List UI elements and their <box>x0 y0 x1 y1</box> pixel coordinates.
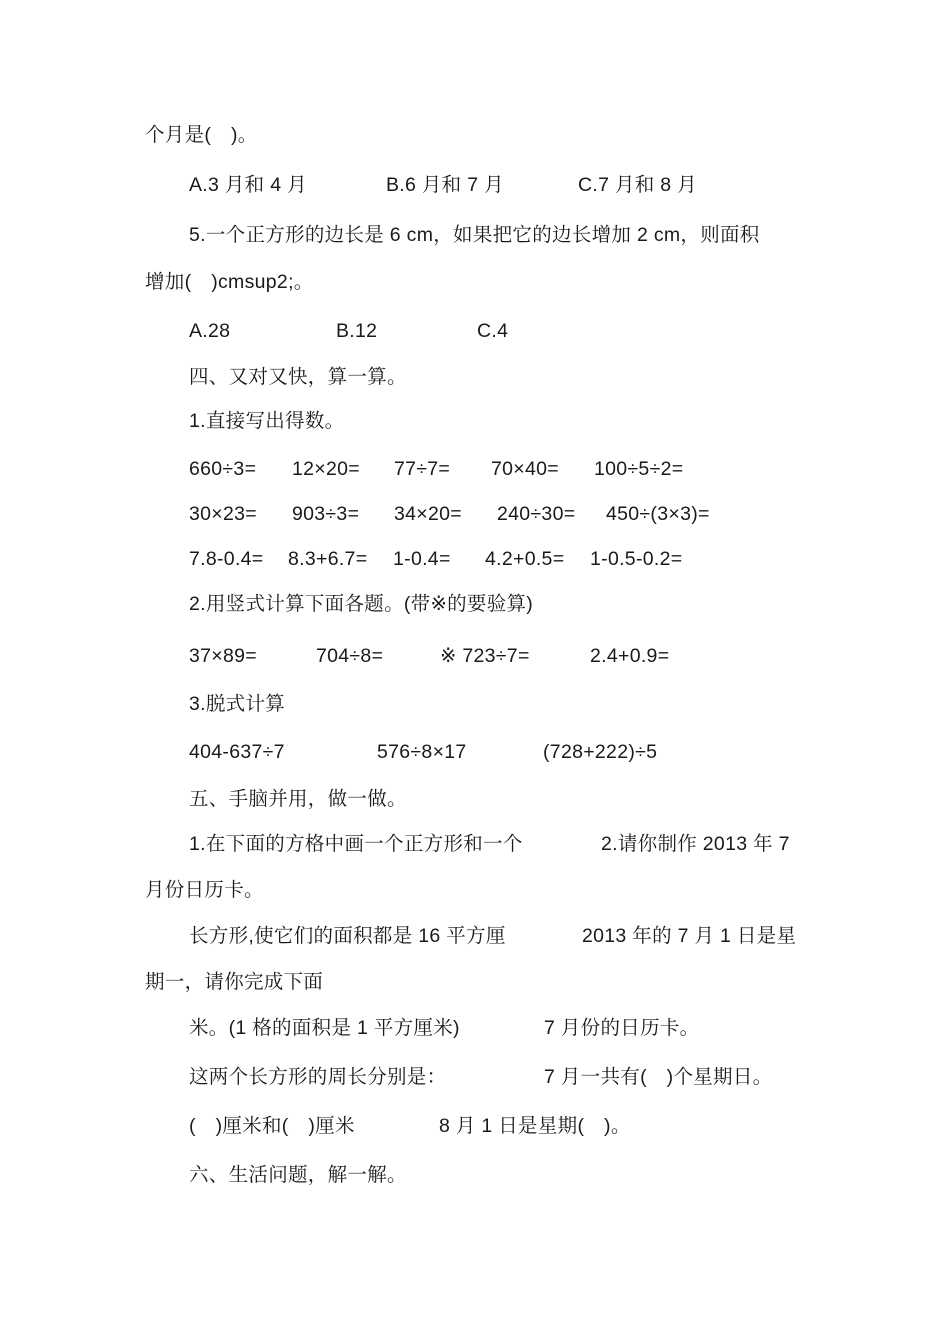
q5-line-1: 5.一个正方形的边长是 6 cm，如果把它的边长增加 2 cm，则面积 <box>189 224 760 246</box>
calc-item: 77÷7= <box>394 458 451 480</box>
section-4-title: 四、又对又快，算一算。 <box>189 366 407 388</box>
section-5-q2-line-1: 2.请你制作 2013 年 7 <box>601 833 790 855</box>
vertical-calc-item: ※ 723÷7= <box>440 645 530 667</box>
section-4-q2: 2.用竖式计算下面各题。(带※的要验算) <box>189 593 534 615</box>
section-4-q1: 1.直接写出得数。 <box>189 410 345 432</box>
q4-tail: 个月是( )。 <box>145 124 258 146</box>
stepwise-calc-item: 576÷8×17 <box>377 741 467 763</box>
section-5-q1-line-1: 1.在下面的方格中画一个正方形和一个 <box>189 833 523 855</box>
section-5-q1-line-5: ( )厘米和( )厘米 <box>189 1115 355 1137</box>
q4-option-a: A.3 月和 4 月 <box>189 174 307 196</box>
calc-item: 8.3+6.7= <box>288 548 368 570</box>
section-5-q1-line-2: 长方形,使它们的面积都是 16 平方厘 <box>189 925 506 947</box>
calc-item: 1-0.4= <box>393 548 451 570</box>
q4-option-c: C.7 月和 8 月 <box>578 174 697 196</box>
calc-item: 34×20= <box>394 503 462 525</box>
section-5-q2-line-3: 2013 年的 7 月 1 日是星 <box>582 925 797 947</box>
vertical-calc-item: 704÷8= <box>316 645 384 667</box>
calc-item: 12×20= <box>292 458 360 480</box>
q4-option-b: B.6 月和 7 月 <box>386 174 504 196</box>
section-5-q2-line-6: 7 月一共有( )个星期日。 <box>544 1066 773 1088</box>
calc-item: 903÷3= <box>292 503 360 525</box>
vertical-calc-item: 37×89= <box>189 645 257 667</box>
section-4-q3: 3.脱式计算 <box>189 693 286 715</box>
section-5-q2-line-5: 7 月份的日历卡。 <box>544 1017 700 1039</box>
calc-item: 660÷3= <box>189 458 257 480</box>
q5-option-c: C.4 <box>477 320 509 342</box>
calc-item: 450÷(3×3)= <box>606 503 710 525</box>
stepwise-calc-item: 404-637÷7 <box>189 741 285 763</box>
calc-item: 7.8-0.4= <box>189 548 264 570</box>
q5-line-2: 增加( )cmsup2;。 <box>145 271 314 293</box>
section-5-q1-line-4: 这两个长方形的周长分别是： <box>189 1066 447 1088</box>
section-6-title: 六、生活问题，解一解。 <box>189 1164 407 1186</box>
section-5-q1-line-3: 米。(1 格的面积是 1 平方厘米) <box>189 1017 460 1039</box>
vertical-calc-item: 2.4+0.9= <box>590 645 670 667</box>
calc-item: 4.2+0.5= <box>485 548 565 570</box>
calc-item: 30×23= <box>189 503 257 525</box>
calc-item: 240÷30= <box>497 503 576 525</box>
stepwise-calc-item: (728+222)÷5 <box>543 741 658 763</box>
q5-option-a: A.28 <box>189 320 231 342</box>
calc-item: 100÷5÷2= <box>594 458 684 480</box>
section-5-q2-line-4: 期一，请你完成下面 <box>145 971 324 993</box>
section-5-q2-line-2: 月份日历卡。 <box>145 879 264 901</box>
calc-item: 1-0.5-0.2= <box>590 548 683 570</box>
section-5-q2-line-7: 8 月 1 日是星期( )。 <box>439 1115 631 1137</box>
section-5-title: 五、手脑并用，做一做。 <box>189 788 407 810</box>
calc-item: 70×40= <box>491 458 559 480</box>
q5-option-b: B.12 <box>336 320 378 342</box>
